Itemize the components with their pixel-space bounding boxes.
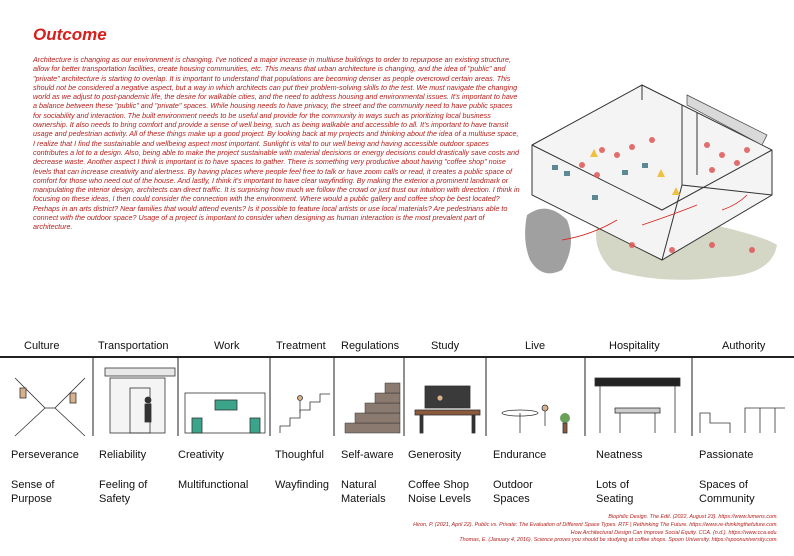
category-culture: Culture	[24, 340, 60, 352]
outcome-treatment: Wayfinding	[275, 479, 330, 491]
illustration-strip	[0, 338, 794, 438]
reference-item: How Architectural Design Can Improve Social Equity. CCA. (n.d.). https://www.cca.edu.	[570, 529, 778, 536]
category-regulations: Regulations	[341, 340, 400, 352]
study-illustration	[415, 386, 480, 433]
outcome-regulations: Natural Materials	[341, 479, 386, 505]
outcome-live: Outdoor Spaces	[493, 479, 533, 505]
outcome-culture: Sense of Purpose	[11, 479, 55, 505]
work-illustration	[185, 393, 265, 433]
trait-culture: Perseverance	[11, 449, 79, 461]
trait-treatment: Thoughful	[275, 449, 324, 461]
category-work: Work	[214, 340, 240, 352]
culture-illustration	[15, 378, 85, 436]
page-title: Outcome	[33, 25, 107, 44]
axonometric-plan-drawing	[522, 45, 782, 290]
body-paragraph: Architecture is changing as our environment is changing. I've noticed a major increase in multiuse buildings to order to repurpose an existing structure, allow for better transportation facilities, create housing communities, etc. This means that urban architecture is changing, and the idea of "public" and "private" architecture is starting to overlap. It is important to understand that populations are becoming denser as people overcrowd certain areas. This should not be considered a negative aspect, but a way in which architects can put their problem-solving skills to the test. We must navigate the changing world as we adjust to post-pandemic life, the desire for walkable cities, and the need to address housing and environmental issues. It's important to have a balance between these "public" and "private" spaces. While housing needs to have privacy, the street and the community need to have public spaces for sociability and interaction. The built environment needs to be useful and provide for the community in ways such as prioritizing local business ownership. It also needs to bring comfort and provide a sense of well being, such as being walkable and accessible to all. It's important to have transit usage and pedestrian activity. All of these things make up a good project. By looking back at my projects and thinking about the idea of a multiuse space, I realize that I find the sustainable and wellbeing aspect most important. Sunlight is vital to our well being and having accessible outdoor spaces contributes a lot to a design. Also, being able to make the project sustainable with material decisions or energy decisions could drastically save costs and decrease waste. Another aspect I think is important is to have spaces to gather. There is something very productive about having "coffee shop" noise levels that can increase creativity and alertness. By having places where people feel free to talk or have zoom calls or read, it creates a public space of comfort for those who need out of the house. And lastly, I think it's important to have clear wayfinding. By making the exterior a prominent landmark or manipulating the interior design, architects can direct traffic. It is surprising how much we follow the crowd or just trust our intuition with direction. I think in focusing on these ideas, I then could consider the connection with the environment. Where would a public gallery and coffee shop be best located? Perhaps in an arts district? Near families that would attend events? Is it possible to feature local artists or use local materials? Are pedestrians able to connect with the outdoor space? Usage of a project is important to consider when designing as human interaction is the most prevalent part of architecture.	[33, 55, 520, 232]
landscape-gray-area	[525, 209, 571, 274]
trait-hospitality: Neatness	[596, 449, 643, 461]
outcome-study: Coffee Shop Noise Levels	[408, 479, 471, 505]
trait-study: Generosity	[408, 449, 462, 461]
authority-illustration	[700, 408, 785, 433]
hospitality-illustration	[595, 378, 680, 433]
transportation-illustration	[105, 368, 175, 433]
outcome-work: Multifunctional	[178, 479, 249, 491]
outcome-transportation: Feeling of Safety	[99, 479, 148, 505]
category-hospitality: Hospitality	[609, 340, 660, 352]
regulations-illustration	[345, 383, 400, 433]
category-study: Study	[431, 340, 460, 352]
trait-regulations: Self-aware	[341, 449, 394, 461]
reference-item: Thomas, E. (January 4, 2016). Science proves you should be studying at coffee shops. Spoon University. https://spoonuniversity.com.	[459, 537, 778, 544]
reference-item: Hiron, P. (2021, April 22). Public vs. Private: The Evaluation of Different Space Types. RTF | Rethinking The Future. https://www.re-thinkingthefuture.com.	[413, 521, 778, 528]
trait-authority: Passionate	[699, 449, 754, 461]
category-authority: Authority	[722, 340, 766, 352]
category-treatment: Treatment	[276, 340, 326, 352]
category-live: Live	[525, 340, 546, 352]
category-transportation: Transportation	[98, 340, 169, 352]
live-illustration	[502, 405, 570, 433]
outcome-hospitality: Lots of Seating	[596, 479, 634, 505]
references	[218, 514, 778, 545]
trait-work: Creativity	[178, 449, 224, 461]
outcome-authority: Spaces of Community	[699, 479, 755, 505]
trait-live: Endurance	[493, 449, 547, 461]
trait-transportation: Reliability	[99, 449, 147, 461]
treatment-illustration	[280, 394, 330, 433]
reference-item: Biophilic Design. The Edit. (2022, August 23). https://www.lumens.com.	[608, 514, 778, 520]
